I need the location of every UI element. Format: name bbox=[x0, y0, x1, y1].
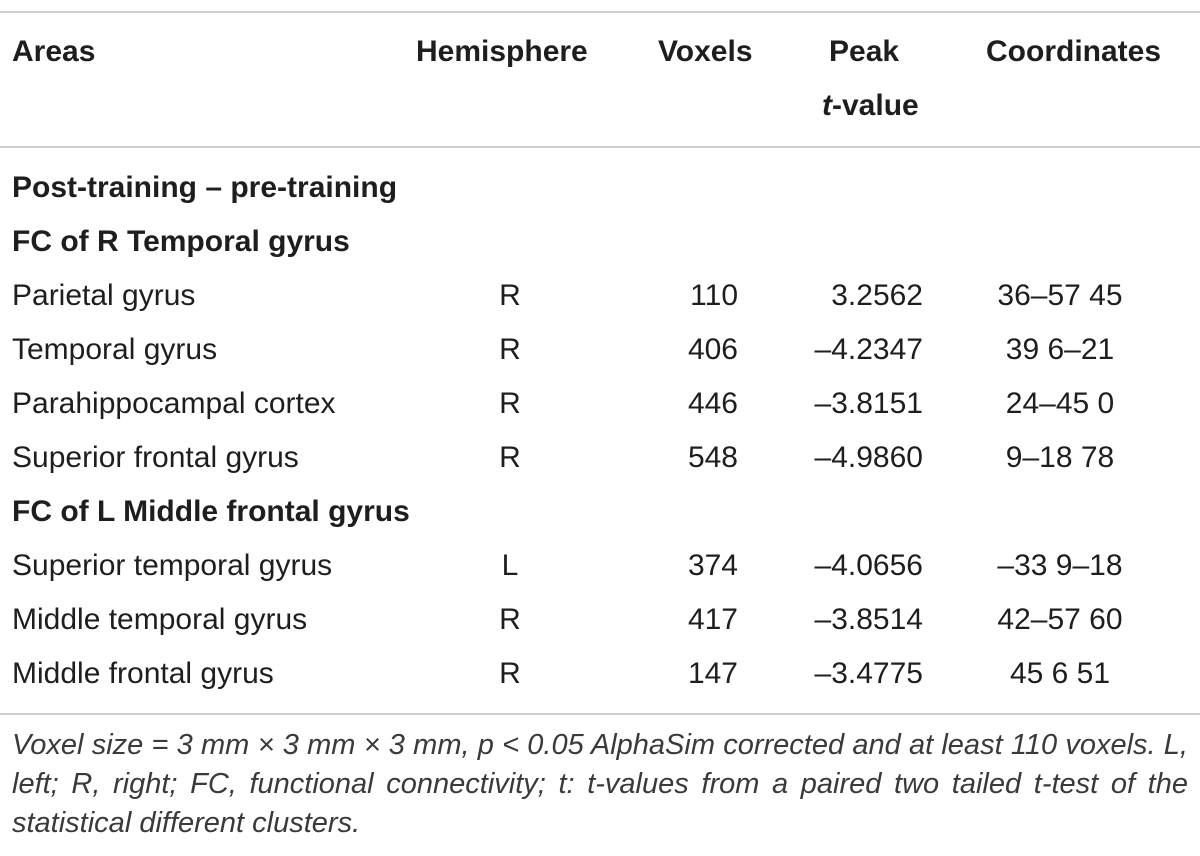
cell-voxels: 147 bbox=[687, 657, 738, 690]
top-rule bbox=[0, 11, 1200, 13]
cell-area: Temporal gyrus bbox=[12, 333, 218, 366]
cell-hemisphere: R bbox=[499, 441, 521, 474]
cell-hemisphere: R bbox=[499, 333, 521, 366]
section-title: Post-training – pre-training bbox=[12, 171, 398, 204]
cell-hemisphere: R bbox=[499, 387, 521, 420]
header-voxels: Voxels bbox=[658, 35, 753, 68]
cell-peak: 3.2562 bbox=[831, 279, 923, 312]
cell-peak: –3.8151 bbox=[814, 387, 923, 420]
group-title: FC of R Temporal gyrus bbox=[12, 225, 350, 258]
cell-coordinates: –33 9–18 bbox=[997, 549, 1123, 582]
header-peak-tvalue bbox=[822, 88, 919, 124]
cell-voxels: 417 bbox=[687, 603, 738, 636]
cell-peak: –4.0656 bbox=[814, 549, 923, 582]
cell-voxels: 446 bbox=[687, 387, 738, 420]
cell-voxels: 374 bbox=[687, 549, 738, 582]
bottom-rule bbox=[0, 713, 1200, 715]
cell-coordinates: 45 6 51 bbox=[1009, 657, 1111, 690]
cell-voxels: 110 bbox=[690, 279, 738, 312]
table-footnote: Voxel size = 3 mm × 3 mm × 3 mm, p < 0.05 AlphaSim corrected and at least 110 voxels. L, left; R, right; FC, functional connectivity; t: t-values from a paired two tailed t-test of the statistical different clusters. bbox=[12, 729, 1188, 839]
cell-peak: –4.2347 bbox=[814, 333, 923, 366]
header-peak-t: t bbox=[822, 89, 832, 122]
header-coordinates: Coordinates bbox=[986, 35, 1162, 68]
cell-hemisphere: R bbox=[499, 279, 521, 312]
cell-peak: –3.8514 bbox=[814, 603, 923, 636]
cell-peak: –4.9860 bbox=[814, 441, 923, 474]
cell-area: Middle temporal gyrus bbox=[12, 603, 308, 636]
cell-area: Superior frontal gyrus bbox=[12, 441, 299, 474]
cell-coordinates: 42–57 60 bbox=[997, 603, 1123, 636]
cell-hemisphere: R bbox=[499, 603, 521, 636]
cell-hemisphere: L bbox=[501, 549, 519, 582]
cell-area: Parahippocampal cortex bbox=[12, 387, 336, 420]
cell-area: Parietal gyrus bbox=[12, 279, 196, 312]
header-areas: Areas bbox=[12, 35, 96, 68]
cell-area: Middle frontal gyrus bbox=[12, 657, 274, 690]
cell-hemisphere: R bbox=[499, 657, 521, 690]
header-rule bbox=[0, 146, 1200, 148]
cell-coordinates: 36–57 45 bbox=[997, 279, 1123, 312]
cell-coordinates: 24–45 0 bbox=[1005, 387, 1115, 420]
cell-coordinates: 9–18 78 bbox=[1005, 441, 1115, 474]
cell-area: Superior temporal gyrus bbox=[12, 549, 333, 582]
group-title: FC of L Middle frontal gyrus bbox=[12, 495, 410, 528]
cell-voxels: 548 bbox=[687, 441, 738, 474]
header-hemisphere: Hemisphere bbox=[416, 35, 588, 68]
header-peak: Peak bbox=[829, 35, 900, 68]
header-peak-value: -value bbox=[832, 89, 919, 122]
cell-coordinates: 39 6–21 bbox=[1005, 333, 1115, 366]
cell-voxels: 406 bbox=[687, 333, 738, 366]
cell-peak: –3.4775 bbox=[814, 657, 923, 690]
